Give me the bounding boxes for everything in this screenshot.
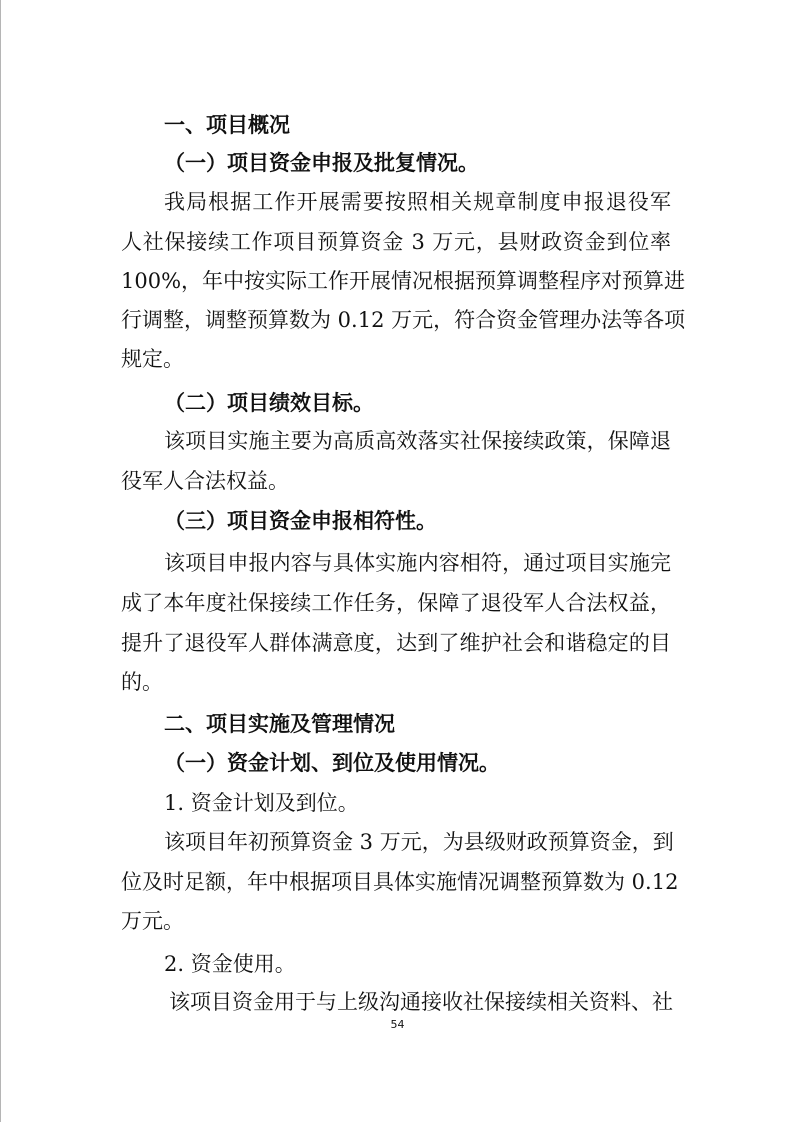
paragraph-line: 提升了退役军人群体满意度，达到了维护社会和谐稳定的目	[121, 631, 671, 655]
paragraph-line: 位及时足额，年中根据项目具体实施情况调整预算数为 0.12	[121, 870, 679, 894]
paragraph-line: 该项目申报内容与具体实施内容相符，通过项目实施完	[164, 551, 671, 575]
heading-implementation: 二、项目实施及管理情况	[164, 711, 395, 736]
paragraph-line: 我局根据工作开展需要按照相关规章制度申报退役军	[164, 190, 671, 214]
paragraph-line: 人社保接续工作项目预算资金 3 万元，县财政资金到位率	[121, 230, 671, 254]
paragraph-line: 行调整，调整预算数为 0.12 万元，符合资金管理办法等各项	[121, 308, 686, 332]
subheading-fund-application: （一）项目资金申报及批复情况。	[164, 150, 479, 175]
paragraph-line: 成了本年度社保接续工作任务，保障了退役军人合法权益，	[121, 591, 671, 615]
subheading-fund-plan-usage: （一）资金计划、到位及使用情况。	[164, 750, 500, 775]
subheading-fund-consistency: （三）项目资金申报相符性。	[164, 508, 437, 533]
paragraph-line: 万元。	[121, 909, 184, 933]
paragraph-line: 役军人合法权益。	[121, 469, 289, 493]
page-number: 54	[390, 1018, 405, 1031]
item-fund-plan-title: 1. 资金计划及到位。	[164, 791, 359, 815]
paragraph-line: 100%，年中按实际工作开展情况根据预算调整程序对预算进	[121, 269, 686, 293]
paragraph-line: 规定。	[121, 347, 184, 371]
paragraph-line: 该项目资金用于与上级沟通接收社保接续相关资料、社	[169, 990, 673, 1014]
paragraph-line: 该项目年初预算资金 3 万元，为县级财政预算资金，到	[164, 830, 674, 854]
paragraph-line: 该项目实施主要为高质高效落实社保接续政策，保障退	[164, 429, 671, 453]
paragraph-line: 的。	[121, 670, 163, 694]
subheading-performance-goals: （二）项目绩效目标。	[164, 390, 374, 415]
heading-project-overview: 一、项目概况	[164, 112, 290, 137]
item-fund-usage-title: 2. 资金使用。	[164, 952, 296, 976]
